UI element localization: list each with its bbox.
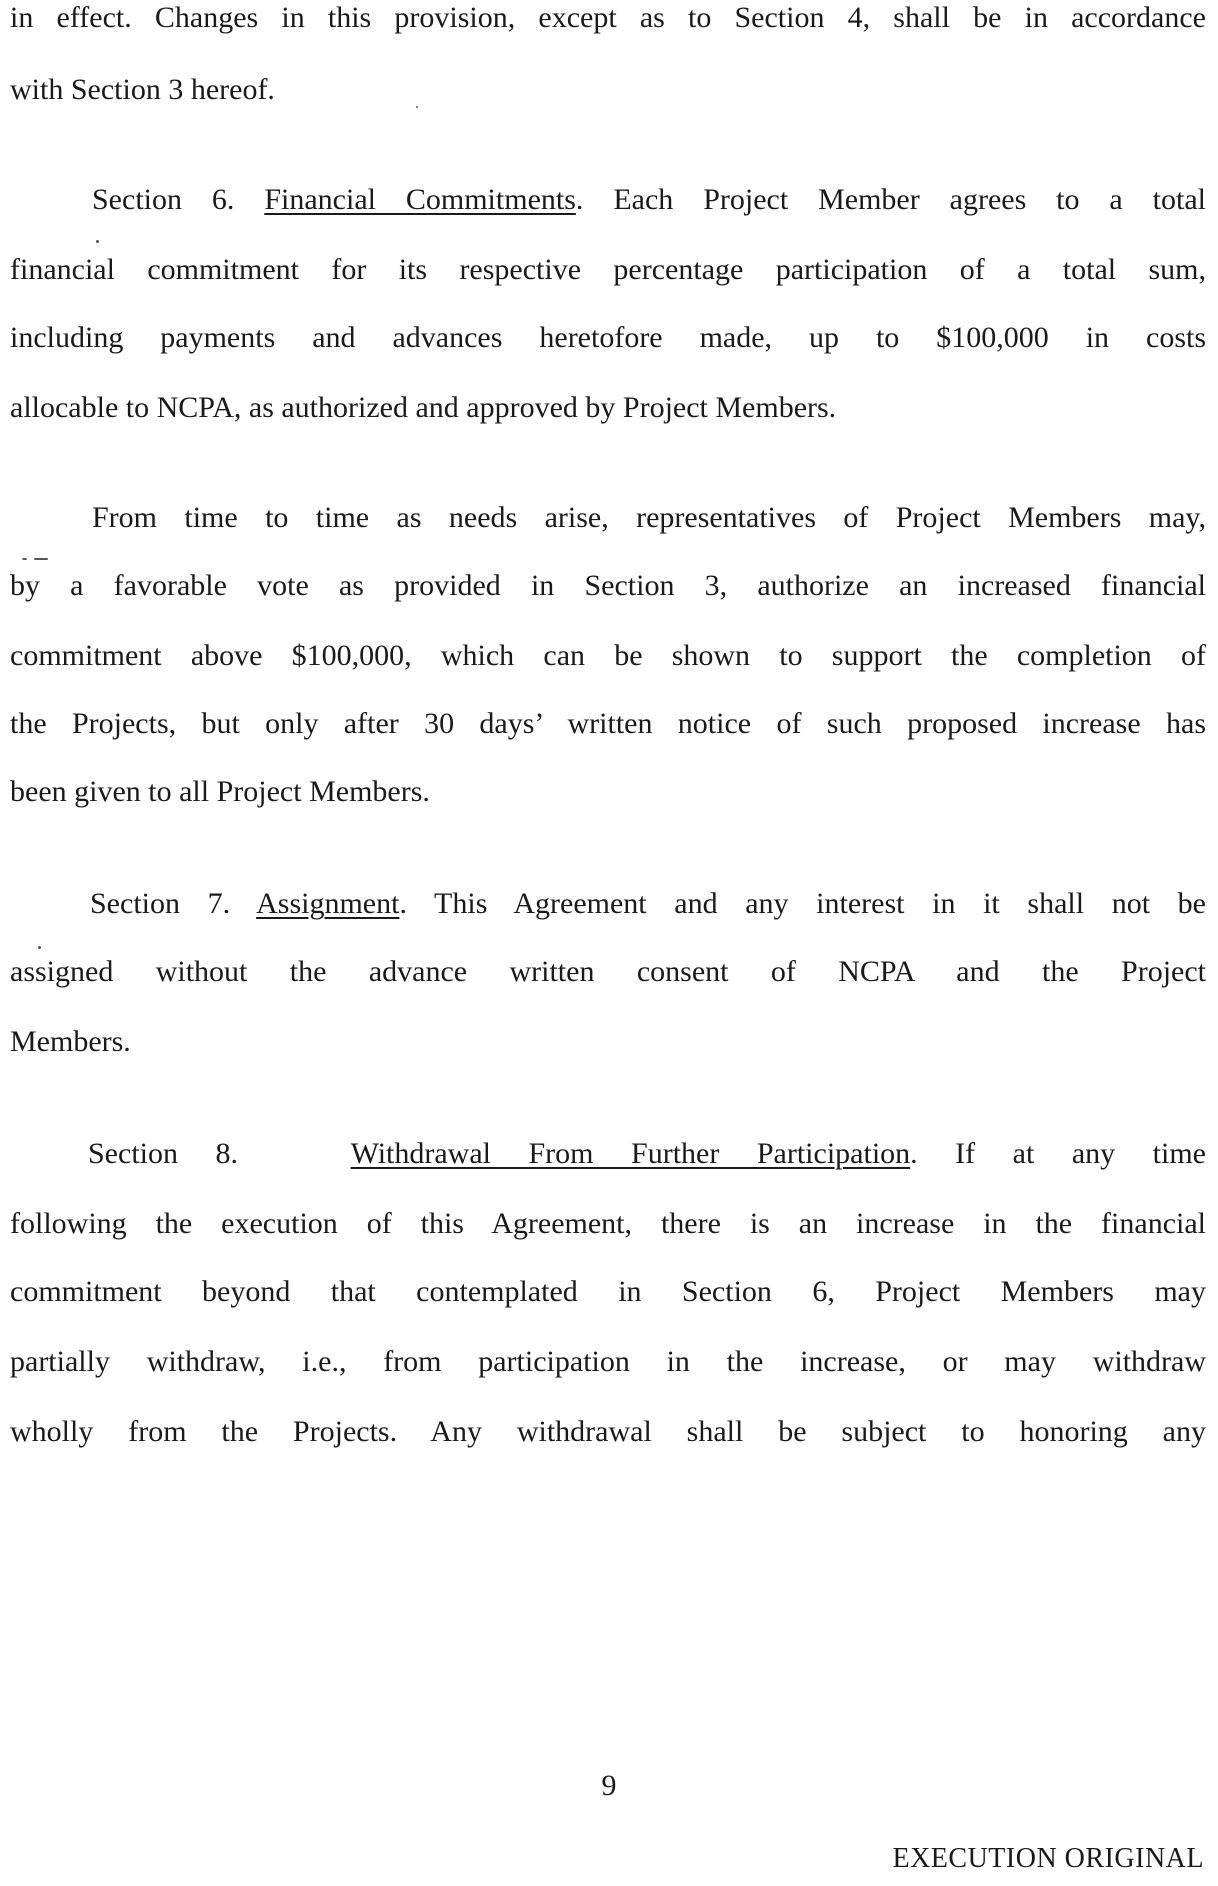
text-line: From time to time as needs arise, representatives of Project Members may, — [92, 501, 1206, 534]
section-7-heading-line — [90, 886, 1206, 922]
scan-speck — [38, 946, 41, 949]
text-line: by a favorable vote as provided in Section 3, authorize an increased financial — [10, 569, 1206, 602]
text-line: financial commitment for its respective percentage participation of a total sum, — [10, 253, 1206, 286]
text-line: assigned without the advance written consent of NCPA and the Project — [10, 955, 1206, 988]
section-label: Section 6. — [92, 183, 235, 216]
section-text: . Each Project Member agrees to a total — [575, 183, 1206, 216]
scan-speck — [416, 106, 418, 108]
section-8-heading-line — [88, 1136, 1206, 1172]
text-line: been given to all Project Members. — [10, 775, 430, 808]
text-line: with Section 3 hereof. — [10, 73, 275, 106]
text-line: wholly from the Projects. Any withdrawal shall be subject to honoring any — [10, 1415, 1206, 1448]
text-line: allocable to NCPA, as authorized and approved by Project Members. — [10, 391, 837, 424]
section-title: Assignment — [256, 887, 400, 920]
text-line: in effect. Changes in this provision, except as to Section 4, shall be in accordance — [10, 1, 1206, 34]
section-label: Section 8. — [88, 1137, 239, 1170]
text-line: commitment above $100,000, which can be shown to support the completion of — [10, 639, 1206, 672]
footer-label: EXECUTION ORIGINAL — [892, 1843, 1204, 1874]
section-6-heading-line — [92, 182, 1206, 218]
page-number: 9 — [601, 1769, 617, 1802]
scan-speck — [22, 558, 27, 560]
section-label: Section 7. — [90, 887, 231, 920]
section-text: . This Agreement and any interest in it shall not be — [399, 887, 1206, 920]
section-title: Financial Commitments — [264, 183, 576, 216]
section-text: . If at any time — [910, 1137, 1206, 1170]
text-line: the Projects, but only after 30 days’ written notice of such proposed increase has — [10, 707, 1206, 740]
text-line: Members. — [10, 1025, 131, 1058]
scan-speck — [96, 240, 99, 243]
text-line: partially withdraw, i.e., from participation in the increase, or may withdraw — [10, 1345, 1206, 1378]
scan-speck — [34, 558, 48, 560]
text-line: commitment beyond that contemplated in Section 6, Project Members may — [10, 1275, 1206, 1308]
text-line: following the execution of this Agreement, there is an increase in the financial — [10, 1207, 1206, 1240]
text-line: including payments and advances heretofore made, up to $100,000 in costs — [10, 321, 1206, 354]
section-title: Withdrawal From Further Participation — [350, 1137, 911, 1170]
